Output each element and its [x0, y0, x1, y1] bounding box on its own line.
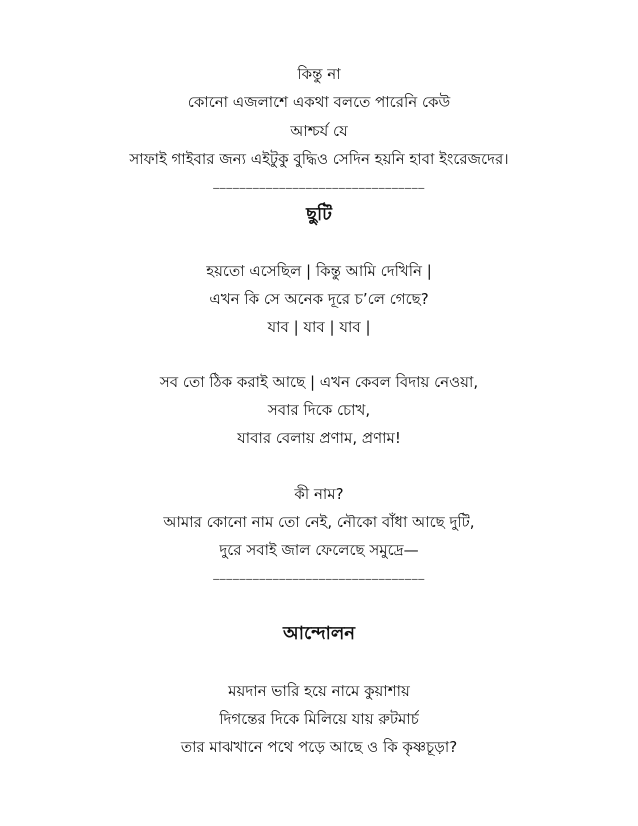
poem2-stanza2-line-3: যাবার বেলায় প্রণাম, প্রণাম!: [237, 429, 401, 447]
poem1-line-2: কোনো এজলাশে একথা বলতে পারেনি কেউ: [187, 93, 451, 111]
poem1-line-3: আশ্চর্য যে: [290, 122, 348, 140]
separator-1: ————————————————————————————————: [213, 183, 425, 194]
poem2-stanza1-line-2: এখন কি সে অনেক দূরে চ’লে গেছে?: [209, 290, 429, 308]
poem2-title: ছুটি: [306, 204, 332, 225]
poem2-stanza3-line-3: দুরে সবাই জাল ফেলেছে সমুদ্রে—: [219, 541, 419, 559]
poem2-stanza3-line-1: কী নাম?: [294, 485, 344, 503]
separator-2: ————————————————————————————————: [213, 574, 425, 585]
poem3-line-3: তার মাঝখানে পথে পড়ে আছে ও কি কৃষ্ণচূড়া?: [180, 738, 458, 756]
poem1-line-1: কিন্তু না: [297, 65, 341, 83]
poem2-stanza2-line-2: সবার দিকে চোখ,: [267, 401, 371, 419]
poem2-stanza1-line-3: যাব | যাব | যাব |: [267, 318, 371, 336]
poem2-stanza1-line-1: হয়তো এসেছিল | কিন্তু আমি দেখিনি |: [206, 262, 432, 280]
poem1-line-4: সাফাই গাইবার জন্য এইটুকু বুদ্ধিও সেদিন হয়নি হাবা ইংরেজদের।: [129, 150, 509, 168]
poem3-title: আন্দোলন: [282, 623, 356, 644]
poem3-line-1: ময়দান ভারি হয়ে নামে কুয়াশায়: [228, 682, 410, 700]
poem3-line-2: দিগন্তের দিকে মিলিয়ে যায় রুটমার্চ: [219, 710, 419, 728]
poem2-stanza2-line-1: সব তো ঠিক করাই আছে | এখন কেবল বিদায় নেওয়া,: [159, 373, 479, 391]
poem2-stanza3-line-2: আমার কোনো নাম তো নেই, নৌকো বাঁধা আছে দুটি,: [163, 513, 475, 531]
